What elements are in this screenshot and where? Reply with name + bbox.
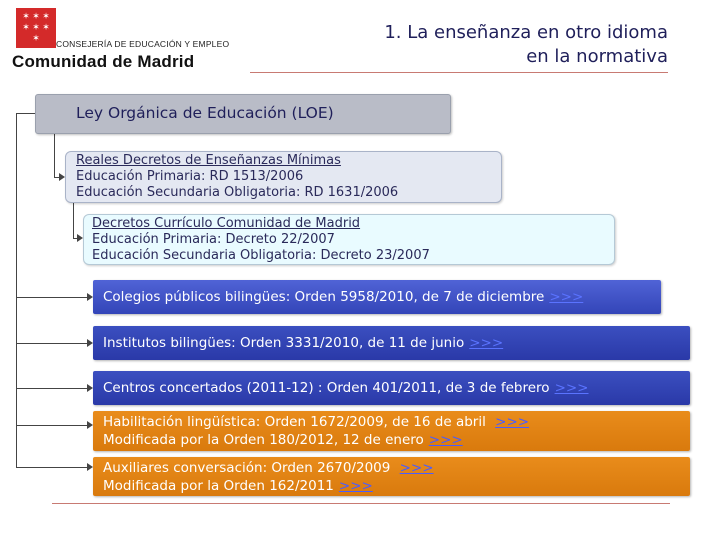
rd-eso-value: RD 1631/2006 — [304, 185, 399, 200]
connector-loe — [16, 113, 35, 114]
habilitacion-link[interactable]: >>> — [495, 414, 530, 430]
rd-eso-line — [76, 185, 501, 201]
dec-eso-value: Decreto 23/2007 — [320, 248, 430, 263]
auxiliares-mod-text: Modificada por la Orden 162/2011 — [103, 478, 334, 494]
item-colegios-bilingues — [93, 280, 661, 314]
connector-item-3 — [16, 388, 87, 389]
comunidad-madrid-logo — [8, 8, 238, 71]
item-colegios-link[interactable]: >>> — [549, 289, 584, 305]
decretos-cm-heading: Decretos Currículo Comunidad de Madrid — [92, 216, 361, 231]
loe-box — [35, 94, 451, 134]
slide-title-line2: en la normativa — [526, 46, 668, 67]
item-centros-text: Centros concertados (2011-12) : Orden 401/2011, de 3 de febrero — [103, 380, 550, 396]
habilitacion-mod-link[interactable]: >>> — [428, 432, 463, 448]
org-name: Comunidad de Madrid — [12, 52, 195, 71]
habilitacion-line1 — [103, 413, 690, 431]
item-centros-link[interactable]: >>> — [554, 380, 589, 396]
auxiliares-line2 — [103, 477, 690, 495]
slide-title-line1: 1. La enseñanza en otro idioma — [384, 22, 668, 43]
connector-item-2 — [16, 343, 87, 344]
dec-primaria-label: Educación Primaria: — [92, 232, 226, 247]
reales-decretos-heading: Reales Decretos de Enseñanzas Mínimas — [76, 153, 341, 168]
habilitacion-line2 — [103, 431, 690, 449]
dec-eso-label: Educación Secundaria Obligatoria: — [92, 248, 321, 263]
connector-item-1 — [16, 297, 87, 298]
item-institutos-link[interactable]: >>> — [469, 335, 504, 351]
dec-primaria-value: Decreto 22/2007 — [225, 232, 335, 247]
auxiliares-mod-link[interactable]: >>> — [338, 478, 373, 494]
dec-eso-line — [92, 248, 614, 264]
rd-primaria-line — [76, 169, 501, 185]
loe-label: Ley Orgánica de Educación (LOE) — [76, 104, 334, 122]
auxiliares-line1 — [103, 459, 690, 477]
dec-primaria-line — [92, 232, 614, 248]
org-department: CONSEJERÍA DE EDUCACIÓN Y EMPLEO — [56, 39, 230, 49]
main-connector — [16, 113, 17, 467]
madrid-flag-icon: ✶ ✶ ✶ ✶ ✶ ✶ ✶ — [16, 8, 56, 48]
auxiliares-text: Auxiliares conversación: Orden 2670/2009 — [103, 460, 395, 476]
item-institutos-text: Institutos bilingües: Orden 3331/2010, de 11 de junio — [103, 335, 465, 351]
item-centros-concertados — [93, 371, 690, 405]
reales-decretos-box — [65, 151, 502, 203]
habilitacion-mod-text: Modificada por la Orden 180/2012, 12 de enero — [103, 432, 424, 448]
connector-rd-down — [73, 203, 74, 239]
item-auxiliares — [93, 457, 690, 496]
item-habilitacion — [93, 411, 690, 451]
auxiliares-link[interactable]: >>> — [399, 460, 434, 476]
bottom-divider — [52, 503, 670, 504]
rd-primaria-value: RD 1513/2006 — [209, 169, 304, 184]
connector-loe-down — [54, 134, 55, 178]
habilitacion-text: Habilitación lingüística: Orden 1672/2009, de 16 de abril — [103, 414, 491, 430]
rd-eso-label: Educación Secundaria Obligatoria: — [76, 185, 305, 200]
connector-item-4 — [16, 425, 87, 426]
decretos-cm-box — [83, 214, 615, 265]
top-divider — [250, 72, 668, 73]
item-institutos-bilingues — [93, 326, 690, 360]
connector-item-5 — [16, 467, 87, 468]
item-colegios-text: Colegios públicos bilingües: Orden 5958/2010, de 7 de diciembre — [103, 289, 545, 305]
rd-primaria-label: Educación Primaria: — [76, 169, 210, 184]
